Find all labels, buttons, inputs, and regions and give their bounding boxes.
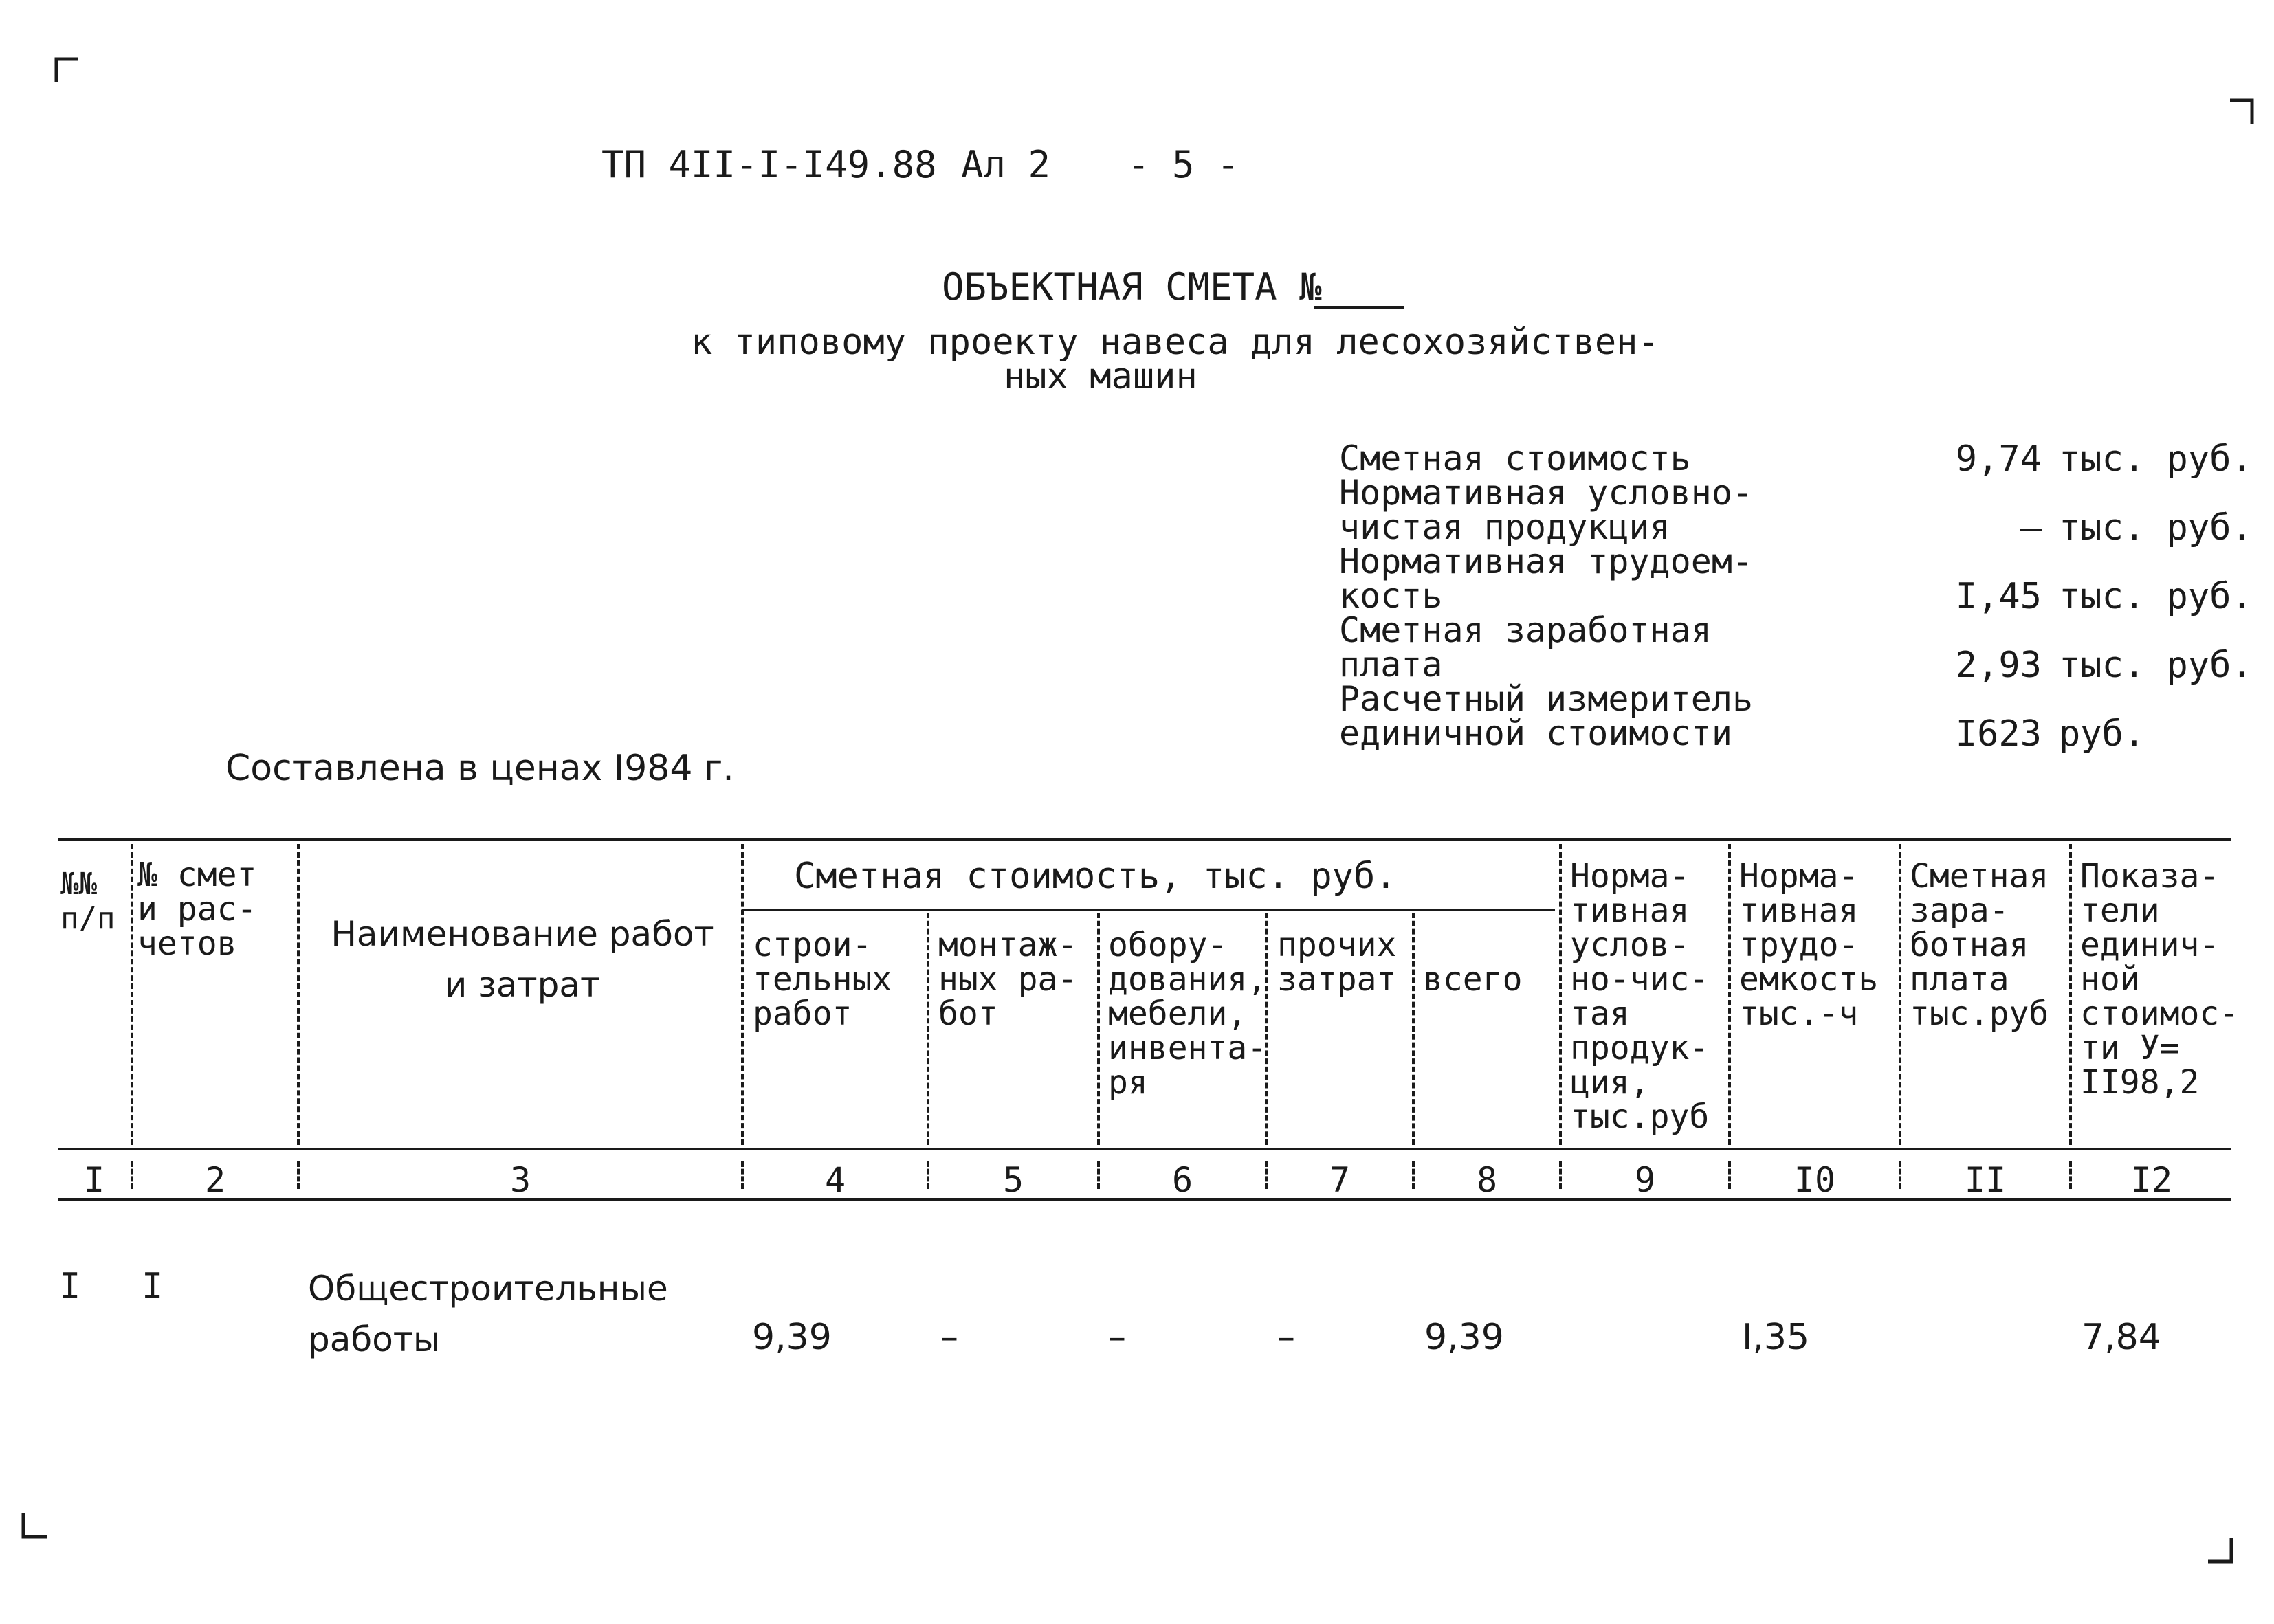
- col-sep: [1559, 844, 1562, 1145]
- prices-note: Составлена в ценах I984 г.: [225, 748, 734, 789]
- summary-label-labor: Нормативная трудоем- кость: [1339, 542, 1754, 616]
- col-sep: [741, 844, 744, 1145]
- page-number: - 5 -: [1127, 143, 1239, 186]
- col-sep: [1097, 913, 1100, 1145]
- doc-code: ТП 4II-I-I49.88: [601, 143, 937, 186]
- col-sep: [2069, 844, 2072, 1145]
- cell-equipment: –: [1108, 1317, 1126, 1358]
- summary-label-net-product: Нормативная условно- чистая продукция: [1339, 473, 1754, 547]
- col-sep: [927, 913, 929, 1145]
- summary-label-wages: Сметная заработная плата: [1339, 610, 1712, 685]
- cell-total: 9,39: [1424, 1317, 1504, 1358]
- subtitle-line-1: к типовому проекту навеса для лесохозяйствен-: [691, 322, 1659, 363]
- table-top-rule: [58, 838, 2231, 841]
- cell-unit-cost: 7,84: [2082, 1317, 2161, 1358]
- header-work-name: Наименование работ и затрат: [331, 914, 714, 1005]
- summary-unit-unit-cost: руб.: [2059, 713, 2145, 755]
- column-number: 9: [1634, 1160, 1656, 1200]
- column-number: 2: [204, 1160, 226, 1200]
- document-title-text: ОБЪЕКТНАЯ СМЕТА №: [942, 265, 1322, 309]
- summary-value-unit-cost: I623: [1955, 713, 2042, 755]
- cell-installation: –: [940, 1317, 958, 1358]
- header-labor: Норма- тивная трудо- емкость тыс.-ч: [1739, 857, 1879, 1033]
- column-number: 6: [1171, 1160, 1193, 1200]
- header-bottom-rule: [58, 1148, 2231, 1150]
- column-number: 7: [1329, 1160, 1351, 1200]
- estimate-number-blank: [1314, 306, 1404, 309]
- corner-mark-bottom-left: [21, 1512, 48, 1539]
- col-sep: [297, 844, 300, 1145]
- header-estimate-number: № смет и рас- четов: [137, 856, 257, 963]
- header-net-product: Норма- тивная услов- но-чис- тая продук- ция, тыс.руб: [1570, 857, 1710, 1136]
- col-sep: [1728, 844, 1731, 1145]
- album-number: Ал 2: [961, 143, 1051, 186]
- column-number: I0: [1793, 1160, 1836, 1200]
- summary-value-net-product: –: [2020, 507, 2042, 548]
- corner-mark-top-right: [2227, 98, 2255, 125]
- column-number: 4: [824, 1160, 846, 1200]
- column-number: I: [83, 1160, 105, 1200]
- cell-row-number: I: [59, 1266, 81, 1307]
- column-number: II: [1964, 1160, 2007, 1200]
- summary-unit-cost: тыс. руб.: [2059, 438, 2253, 480]
- cell-other: –: [1277, 1317, 1295, 1358]
- cost-group-rule: [742, 909, 1555, 911]
- summary-unit-labor: тыс. руб.: [2059, 576, 2253, 617]
- col-sep: [1412, 913, 1415, 1145]
- header-cost-group: Сметная стоимость, тыс. руб.: [794, 856, 1397, 897]
- summary-unit-net-product: тыс. руб.: [2059, 507, 2253, 548]
- summary-label-unit-cost: Расчетный измеритель единичной стоимости: [1339, 679, 1754, 753]
- summary-unit-wages: тыс. руб.: [2059, 645, 2253, 686]
- col-sep: [1899, 844, 1901, 1145]
- subtitle-line-2: ных машин: [1004, 356, 1197, 397]
- header-equipment: обору- дования, мебели, инвента- ря: [1108, 926, 1268, 1102]
- column-number: 5: [1002, 1160, 1024, 1200]
- corner-mark-bottom-right: [2207, 1537, 2234, 1564]
- header-construction: строи- тельных работ: [753, 926, 892, 1033]
- cell-labor: I,35: [1742, 1317, 1810, 1358]
- summary-value-cost: 9,74: [1955, 438, 2042, 480]
- summary-value-wages: 2,93: [1955, 645, 2042, 686]
- cell-work-name-line2: работы: [308, 1320, 441, 1359]
- cell-construction: 9,39: [752, 1317, 832, 1358]
- header-other: прочих затрат: [1277, 926, 1397, 999]
- cell-estimate-number: I: [142, 1266, 164, 1307]
- column-number: I2: [2130, 1160, 2173, 1200]
- header-total: всего: [1423, 960, 1523, 999]
- corner-mark-top-left: [54, 56, 81, 84]
- col-sep: [131, 844, 133, 1145]
- summary-value-labor: I,45: [1955, 576, 2042, 617]
- header-wages: Сметная зара- ботная плата тыс.руб: [1910, 857, 2049, 1033]
- column-number: 3: [509, 1160, 531, 1200]
- document-title: [942, 265, 1322, 309]
- summary-label-cost: Сметная стоимость: [1339, 438, 1691, 478]
- header-row-number: №№ п/п: [60, 867, 115, 936]
- header-unit-cost: Показа- тели единич- ной стоимос- ти У= II98,2: [2080, 857, 2240, 1102]
- header-installation: монтаж- ных ра- бот: [938, 926, 1078, 1033]
- column-number: 8: [1476, 1160, 1498, 1200]
- cell-work-name-line1: Общестроительные: [308, 1269, 668, 1309]
